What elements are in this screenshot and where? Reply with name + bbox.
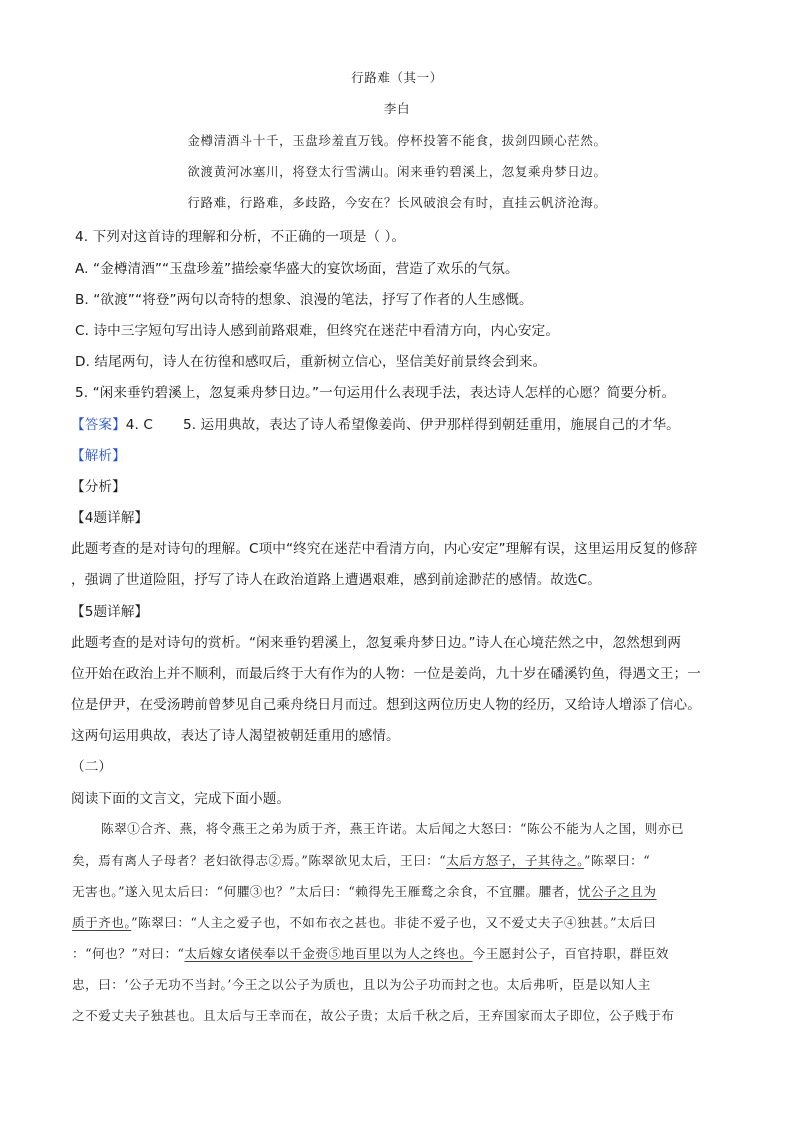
poem-title: 行路难（其一） (351, 70, 443, 85)
passage-line: 无害也。”遂入见太后曰：“何臞③也？”太后曰：“赖得先王雁鹜之余食，不宜臞。臞者，忧公子之且为 (72, 884, 657, 899)
underlined-sentence: 太后方怒子，子其待之。 (446, 853, 584, 868)
passage-line: ：“何也？”对曰：“太后嫁女诸侯奉以千金赍⑤地百里以为人之终也。今王愿封公子，百官持职，群臣效 (72, 946, 669, 961)
poem-line: 行路难，行路难，多歧路，今安在？长风破浪会有时，直挂云帆济沧海。 (187, 195, 607, 210)
analysis-label: 【解析】 (71, 448, 126, 464)
passage-line: 质于齐也。”陈翠曰：“人主之爱子也，不如布衣之甚也。非徒不爱子也，又不爱丈夫子④独甚。”太后曰 (72, 915, 657, 930)
underlined-sentence: 质于齐也。 (72, 915, 132, 930)
section-instruction: 阅读下面的文言文，完成下面小题。 (71, 791, 291, 807)
fenxi-label: 【分析】 (71, 479, 126, 495)
poem-author: 李白 (383, 101, 411, 116)
passage-line: 之不爱丈夫子独甚也。且太后与王幸而在，故公子贵；太后千秋之后，王弃国家而太子即位，公子贱于布 (72, 1008, 675, 1023)
q4-detail-title: 【4题详解】 (71, 510, 149, 526)
poem-line: 金樽清酒斗十千，玉盘珍羞直万钱。停杯投箸不能食，拔剑四顾心茫然。 (187, 133, 607, 148)
poem-line: 欲渡黄河冰塞川，将登太行雪满山。闲来垂钓碧溪上，忽复乘舟梦日边。 (187, 164, 607, 179)
section-heading: （二） (71, 759, 113, 775)
answer-tag: 【答案】 (71, 417, 126, 433)
q5-detail-line: 位开始在政治上并不顺利，而最后终于大有作为的人物：一位是姜尚，九十岁在磻溪钓鱼，得遇文王；一 (71, 666, 701, 682)
passage-line: 陈翠①合齐、燕，将令燕王之弟为质于齐，燕王许诺。太后闻之大怒曰：“陈公不能为人之国，则亦已 (101, 821, 685, 836)
answer-5: 5. 运用典故，表达了诗人希望像姜尚、伊尹那样得到朝廷重用，施展自己的才华。 (182, 417, 680, 433)
question-4-option-b: B. “欲渡”“将登”两句以奇特的想象、浪漫的笔法，抒写了作者的人生感慨。 (75, 292, 533, 308)
question-4-option-d: D. 结尾两句，诗人在彷徨和感叹后，重新树立信心，坚信美好前景终会到来。 (75, 354, 547, 370)
question-4-stem: 4. 下列对这首诗的理解和分析，不正确的一项是（ ）。 (75, 229, 406, 245)
question-5-stem: 5. “闲来垂钓碧溪上，忽复乘舟梦日边。”一句运用什么表现手法，表达诗人怎样的心愿？简要分析。 (75, 385, 676, 401)
q5-detail-title: 【5题详解】 (71, 604, 149, 620)
q4-detail-line: 此题考查的是对诗句的理解。C项中“终究在迷茫中看清方向，内心安定”理解有误，这里运用反复的修辞 (71, 541, 698, 557)
question-4-option-a: A. “金樽清酒”“玉盘珍羞”描绘豪华盛大的宴饮场面，营造了欢乐的气氛。 (75, 261, 519, 277)
question-4-option-c: C. 诗中三字短句写出诗人感到前路艰难，但终究在迷茫中看清方向，内心安定。 (75, 323, 560, 339)
underlined-sentence: 太后嫁女诸侯奉以千金赍⑤地百里以为人之终也。 (184, 946, 473, 961)
q5-detail-line: 此题考查的是对诗句的赏析。“闲来垂钓碧溪上，忽复乘舟梦日边。”诗人在心境茫然之中，忽然想到两 (71, 635, 682, 651)
passage-line: 忠，曰：‘公子无功不当封。’今王之以公子为质也，且以为公子功而封之也。太后弗听，臣是以知人主 (72, 977, 651, 992)
underlined-sentence: 忧公子之且为 (577, 884, 657, 899)
q4-detail-line: ，强调了世道险阻，抒写了诗人在政治道路上遭遇艰难，感到前途渺茫的感情。故选C。 (71, 572, 601, 588)
q5-detail-line: 这两句运用典故，表达了诗人渴望被朝廷重用的感情。 (71, 728, 400, 744)
answer-4: 4. C (125, 417, 153, 433)
passage-line: 矣，焉有离人子母者？老妇欲得志②焉。”陈翠欲见太后，王曰：“太后方怒子，子其待之。”陈翠曰：“ (72, 853, 651, 868)
answer-line (71, 413, 680, 433)
q5-detail-line: 位是伊尹，在受汤聘前曾梦见自己乘舟绕日月而过。想到这两位历史人物的经历，又给诗人增添了信心。 (71, 697, 701, 713)
